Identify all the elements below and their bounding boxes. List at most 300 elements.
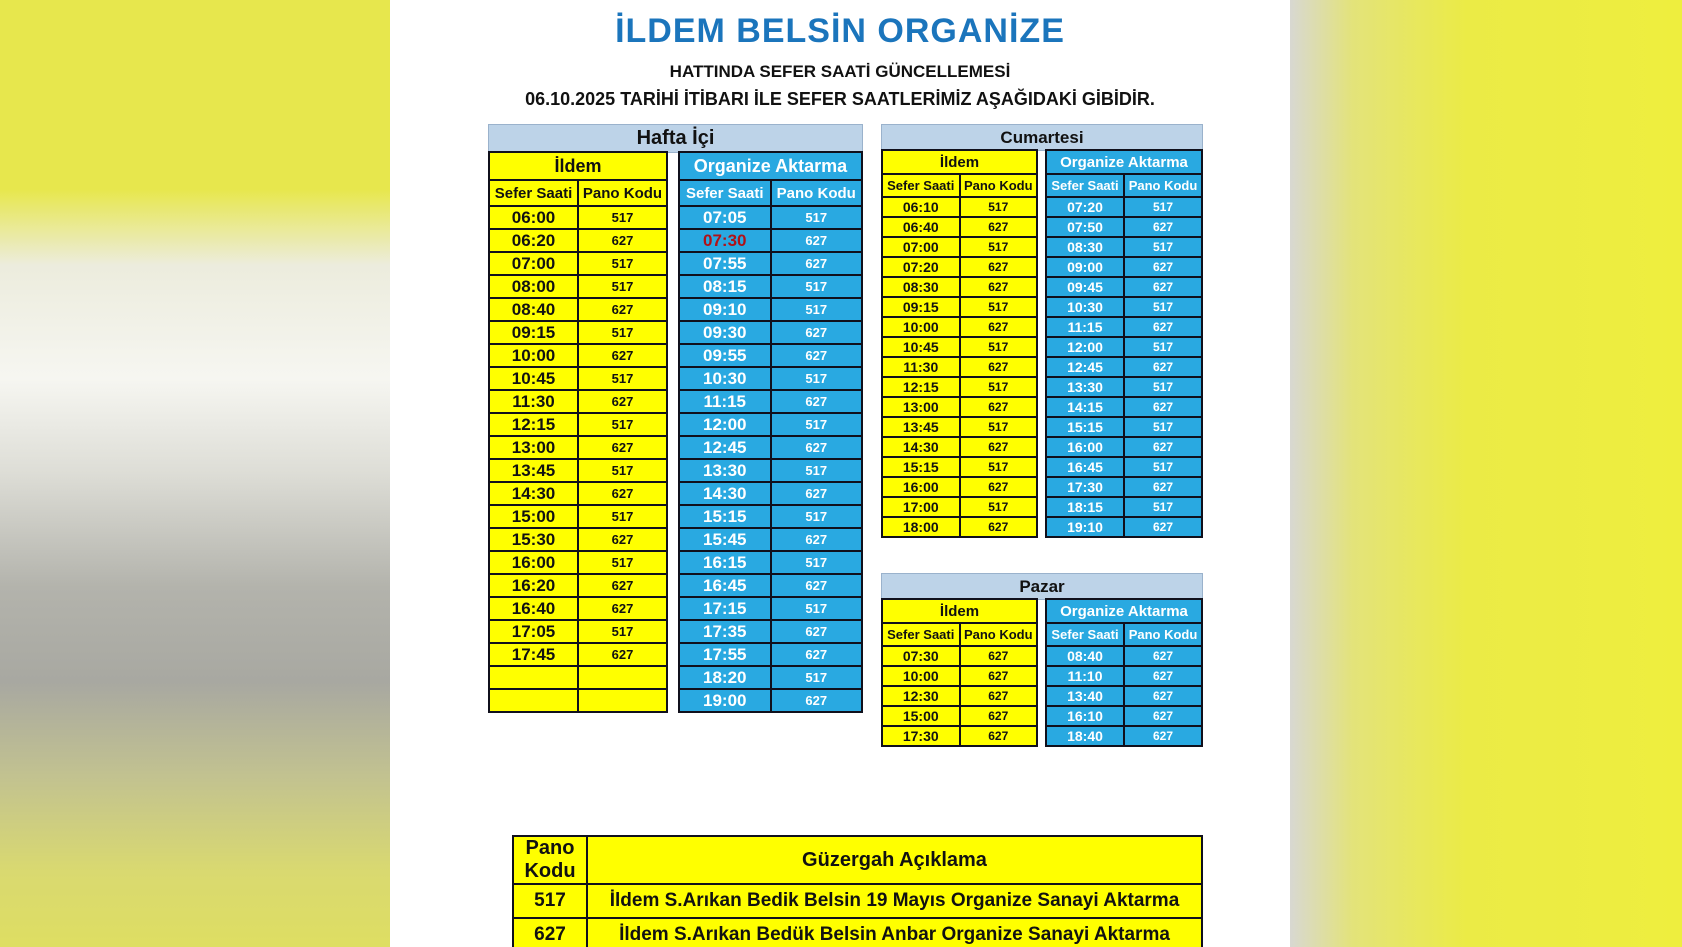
time-cell: 12:45 bbox=[679, 436, 771, 459]
legend-description-cell: İldem S.Arıkan Bedik Belsin 19 Mayıs Organize Sanayi Aktarma bbox=[587, 884, 1202, 918]
schedule-row bbox=[1046, 337, 1202, 357]
schedule-row bbox=[882, 686, 1037, 706]
code-cell: 627 bbox=[771, 620, 863, 643]
time-cell: 08:30 bbox=[882, 277, 960, 297]
schedule-row bbox=[489, 482, 667, 505]
schedule-row bbox=[489, 390, 667, 413]
code-cell: 517 bbox=[1124, 237, 1202, 257]
code-cell: 627 bbox=[1124, 217, 1202, 237]
time-cell: 16:00 bbox=[489, 551, 578, 574]
code-cell: 627 bbox=[771, 482, 863, 505]
time-cell: 10:00 bbox=[489, 344, 578, 367]
subtable-title-row bbox=[489, 152, 667, 180]
code-cell: 627 bbox=[960, 397, 1038, 417]
time-cell: 11:30 bbox=[489, 390, 578, 413]
weekday-organize-table bbox=[678, 151, 863, 713]
code-cell: 627 bbox=[960, 277, 1038, 297]
code-cell: 517 bbox=[960, 337, 1038, 357]
schedule-row bbox=[489, 551, 667, 574]
time-cell: 16:00 bbox=[1046, 437, 1124, 457]
time-cell: 16:10 bbox=[1046, 706, 1124, 726]
time-cell: 17:55 bbox=[679, 643, 771, 666]
time-cell: 10:30 bbox=[1046, 297, 1124, 317]
schedule-row bbox=[882, 706, 1037, 726]
code-cell: 627 bbox=[578, 574, 667, 597]
schedule-row bbox=[1046, 457, 1202, 477]
schedule-row bbox=[1046, 197, 1202, 217]
time-cell: 09:45 bbox=[1046, 277, 1124, 297]
schedule-row bbox=[1046, 477, 1202, 497]
time-cell: 13:45 bbox=[489, 459, 578, 482]
code-cell: 627 bbox=[960, 726, 1038, 746]
poster-page bbox=[390, 0, 1290, 947]
schedule-row bbox=[489, 206, 667, 229]
subtable-title: Organize Aktarma bbox=[679, 152, 862, 180]
legend-header-guzergah: Güzergah Açıklama bbox=[587, 836, 1202, 884]
time-cell: 18:15 bbox=[1046, 497, 1124, 517]
subtable-title: Organize Aktarma bbox=[1046, 599, 1202, 623]
schedule-row bbox=[882, 437, 1037, 457]
schedule-row bbox=[1046, 517, 1202, 537]
time-cell: 14:30 bbox=[882, 437, 960, 457]
code-cell: 517 bbox=[771, 275, 863, 298]
schedule-row bbox=[882, 217, 1037, 237]
legend-code-cell: 627 bbox=[513, 918, 587, 947]
schedule-row bbox=[1046, 497, 1202, 517]
time-cell: 08:40 bbox=[489, 298, 578, 321]
time-cell: 13:30 bbox=[1046, 377, 1124, 397]
code-cell: 517 bbox=[960, 457, 1038, 477]
pano-kodu-legend-table bbox=[512, 835, 1203, 947]
schedule-row bbox=[679, 344, 862, 367]
column-header-row bbox=[679, 180, 862, 206]
code-cell: 517 bbox=[771, 505, 863, 528]
schedule-row bbox=[489, 689, 667, 712]
section-saturday bbox=[881, 124, 1203, 535]
schedule-row bbox=[679, 206, 862, 229]
weekday-ildem-table bbox=[488, 151, 668, 713]
schedule-row bbox=[1046, 277, 1202, 297]
column-header-row bbox=[1046, 174, 1202, 197]
time-cell: 11:30 bbox=[882, 357, 960, 377]
schedule-row bbox=[679, 666, 862, 689]
time-cell: 17:30 bbox=[882, 726, 960, 746]
subtable-title-row bbox=[1046, 150, 1202, 174]
col-header-sefer-saati: Sefer Saati bbox=[882, 174, 960, 197]
page-subtitle: HATTINDA SEFER SAATİ GÜNCELLEMESİ bbox=[669, 62, 1011, 81]
schedule-row bbox=[489, 321, 667, 344]
col-header-sefer-saati: Sefer Saati bbox=[1046, 174, 1124, 197]
schedule-row bbox=[489, 275, 667, 298]
section-header-saturday: Cumartesi bbox=[881, 124, 1203, 151]
time-cell: 07:20 bbox=[882, 257, 960, 277]
time-cell: 10:00 bbox=[882, 317, 960, 337]
time-cell: 07:05 bbox=[679, 206, 771, 229]
time-cell: 16:40 bbox=[489, 597, 578, 620]
subtable-title-row bbox=[679, 152, 862, 180]
schedule-row bbox=[1046, 646, 1202, 666]
time-cell: 09:30 bbox=[679, 321, 771, 344]
code-cell: 517 bbox=[1124, 377, 1202, 397]
schedule-row bbox=[679, 459, 862, 482]
schedule-row bbox=[679, 436, 862, 459]
legend-header-pano: Pano Kodu bbox=[513, 836, 587, 884]
column-header-row bbox=[1046, 623, 1202, 646]
time-cell: 12:15 bbox=[882, 377, 960, 397]
code-cell: 627 bbox=[578, 344, 667, 367]
time-cell: 10:45 bbox=[882, 337, 960, 357]
schedule-row bbox=[489, 505, 667, 528]
time-cell: 17:05 bbox=[489, 620, 578, 643]
schedule-row bbox=[1046, 237, 1202, 257]
time-cell: 17:15 bbox=[679, 597, 771, 620]
code-cell: 517 bbox=[578, 275, 667, 298]
time-cell: 12:15 bbox=[489, 413, 578, 436]
schedule-row bbox=[679, 574, 862, 597]
schedule-row bbox=[882, 257, 1037, 277]
schedule-row bbox=[882, 197, 1037, 217]
code-cell: 627 bbox=[960, 317, 1038, 337]
code-cell: 627 bbox=[1124, 317, 1202, 337]
time-cell: 08:30 bbox=[1046, 237, 1124, 257]
schedule-row bbox=[1046, 217, 1202, 237]
code-cell: 517 bbox=[771, 597, 863, 620]
schedule-row bbox=[882, 277, 1037, 297]
effective-date-line: 06.10.2025 TARİHİ İTİBARI İLE SEFER SAATLERİMİZ AŞAĞIDAKİ GİBİDİR. bbox=[525, 89, 1155, 109]
code-cell: 627 bbox=[1124, 666, 1202, 686]
schedule-row bbox=[1046, 686, 1202, 706]
time-cell: 13:00 bbox=[489, 436, 578, 459]
code-cell: 627 bbox=[771, 689, 863, 712]
code-cell: 627 bbox=[960, 357, 1038, 377]
schedule-row bbox=[679, 689, 862, 712]
code-cell: 517 bbox=[1124, 197, 1202, 217]
schedule-row bbox=[489, 574, 667, 597]
schedule-row bbox=[489, 643, 667, 666]
schedule-row bbox=[1046, 317, 1202, 337]
code-cell bbox=[578, 666, 667, 689]
schedule-row bbox=[489, 252, 667, 275]
col-header-pano-kodu: Pano Kodu bbox=[771, 180, 863, 206]
schedule-row bbox=[679, 597, 862, 620]
code-cell: 517 bbox=[960, 417, 1038, 437]
schedule-row bbox=[1046, 437, 1202, 457]
code-cell: 517 bbox=[578, 459, 667, 482]
code-cell: 517 bbox=[771, 666, 863, 689]
schedule-row bbox=[1046, 417, 1202, 437]
time-cell: 13:45 bbox=[882, 417, 960, 437]
code-cell: 627 bbox=[578, 643, 667, 666]
code-cell: 517 bbox=[578, 367, 667, 390]
time-cell: 08:00 bbox=[489, 275, 578, 298]
code-cell: 627 bbox=[771, 643, 863, 666]
schedule-row bbox=[679, 275, 862, 298]
schedule-row bbox=[489, 229, 667, 252]
code-cell: 517 bbox=[960, 237, 1038, 257]
legend-description-cell: İldem S.Arıkan Bedük Belsin Anbar Organize Sanayi Aktarma bbox=[587, 918, 1202, 947]
column-header-row bbox=[489, 180, 667, 206]
time-cell: 12:45 bbox=[1046, 357, 1124, 377]
schedule-row bbox=[882, 666, 1037, 686]
time-cell: 16:45 bbox=[679, 574, 771, 597]
code-cell: 517 bbox=[1124, 417, 1202, 437]
schedule-row bbox=[679, 620, 862, 643]
time-cell: 16:45 bbox=[1046, 457, 1124, 477]
code-cell: 517 bbox=[578, 206, 667, 229]
time-cell bbox=[489, 689, 578, 712]
time-cell: 16:15 bbox=[679, 551, 771, 574]
code-cell: 517 bbox=[960, 497, 1038, 517]
schedule-row bbox=[489, 528, 667, 551]
schedule-row bbox=[1046, 357, 1202, 377]
time-cell: 15:15 bbox=[882, 457, 960, 477]
subtable-title-row bbox=[882, 599, 1037, 623]
col-header-sefer-saati: Sefer Saati bbox=[1046, 623, 1124, 646]
time-cell: 06:00 bbox=[489, 206, 578, 229]
code-cell: 627 bbox=[1124, 517, 1202, 537]
code-cell: 627 bbox=[771, 390, 863, 413]
code-cell bbox=[578, 689, 667, 712]
code-cell: 627 bbox=[1124, 686, 1202, 706]
code-cell: 517 bbox=[578, 620, 667, 643]
col-header-pano-kodu: Pano Kodu bbox=[960, 623, 1038, 646]
code-cell: 627 bbox=[771, 528, 863, 551]
schedule-row bbox=[1046, 297, 1202, 317]
time-cell: 08:15 bbox=[679, 275, 771, 298]
section-header-sunday: Pazar bbox=[881, 573, 1203, 600]
schedule-row bbox=[489, 620, 667, 643]
code-cell: 627 bbox=[578, 597, 667, 620]
sunday-organize-table bbox=[1045, 598, 1203, 747]
code-cell: 627 bbox=[960, 517, 1038, 537]
time-cell: 18:40 bbox=[1046, 726, 1124, 746]
code-cell: 517 bbox=[1124, 337, 1202, 357]
time-cell: 14:30 bbox=[679, 482, 771, 505]
schedule-row bbox=[679, 413, 862, 436]
schedule-row bbox=[882, 726, 1037, 746]
schedule-row bbox=[679, 528, 862, 551]
schedule-row bbox=[489, 413, 667, 436]
schedule-row bbox=[679, 390, 862, 413]
schedule-row bbox=[1046, 706, 1202, 726]
code-cell: 627 bbox=[960, 437, 1038, 457]
time-cell: 06:40 bbox=[882, 217, 960, 237]
time-cell: 15:00 bbox=[489, 505, 578, 528]
time-cell: 19:00 bbox=[679, 689, 771, 712]
code-cell: 517 bbox=[771, 551, 863, 574]
code-cell: 627 bbox=[578, 436, 667, 459]
code-cell: 627 bbox=[771, 574, 863, 597]
code-cell: 517 bbox=[771, 413, 863, 436]
code-cell: 627 bbox=[1124, 726, 1202, 746]
time-cell: 13:00 bbox=[882, 397, 960, 417]
schedule-row bbox=[882, 397, 1037, 417]
code-cell: 627 bbox=[771, 321, 863, 344]
time-cell: 15:15 bbox=[679, 505, 771, 528]
col-header-sefer-saati: Sefer Saati bbox=[679, 180, 771, 206]
schedule-row bbox=[1046, 257, 1202, 277]
time-cell: 06:20 bbox=[489, 229, 578, 252]
schedule-row bbox=[1046, 377, 1202, 397]
code-cell: 517 bbox=[771, 367, 863, 390]
background-blur-left bbox=[0, 0, 390, 947]
column-header-row bbox=[882, 623, 1037, 646]
time-cell: 17:00 bbox=[882, 497, 960, 517]
schedule-row bbox=[1046, 397, 1202, 417]
page-title: İLDEM BELSİN ORGANİZE bbox=[615, 12, 1065, 50]
time-cell: 06:10 bbox=[882, 197, 960, 217]
code-cell: 517 bbox=[960, 197, 1038, 217]
schedule-row bbox=[882, 457, 1037, 477]
time-cell: 07:55 bbox=[679, 252, 771, 275]
col-header-sefer-saati: Sefer Saati bbox=[882, 623, 960, 646]
time-cell: 07:30 bbox=[679, 229, 771, 252]
time-cell: 10:00 bbox=[882, 666, 960, 686]
code-cell: 627 bbox=[1124, 357, 1202, 377]
schedule-row bbox=[882, 357, 1037, 377]
schedule-row bbox=[679, 252, 862, 275]
subtable-title: İldem bbox=[882, 150, 1037, 174]
code-cell: 517 bbox=[578, 321, 667, 344]
time-cell: 07:50 bbox=[1046, 217, 1124, 237]
subtable-title-row bbox=[1046, 599, 1202, 623]
schedule-row bbox=[882, 337, 1037, 357]
sunday-ildem-table bbox=[881, 598, 1038, 747]
section-weekday bbox=[488, 124, 863, 710]
code-cell: 517 bbox=[960, 297, 1038, 317]
legend-header-row bbox=[513, 836, 1202, 884]
code-cell: 517 bbox=[1124, 497, 1202, 517]
subtable-title: İldem bbox=[489, 152, 667, 180]
code-cell: 517 bbox=[960, 377, 1038, 397]
time-cell: 11:10 bbox=[1046, 666, 1124, 686]
code-cell: 627 bbox=[960, 646, 1038, 666]
code-cell: 627 bbox=[1124, 397, 1202, 417]
schedule-row bbox=[679, 505, 862, 528]
time-cell: 10:30 bbox=[679, 367, 771, 390]
code-cell: 627 bbox=[960, 477, 1038, 497]
code-cell: 627 bbox=[1124, 706, 1202, 726]
legend-row bbox=[513, 884, 1202, 918]
code-cell: 627 bbox=[578, 229, 667, 252]
time-cell: 09:15 bbox=[489, 321, 578, 344]
schedule-row bbox=[679, 643, 862, 666]
code-cell: 517 bbox=[771, 459, 863, 482]
time-cell: 17:30 bbox=[1046, 477, 1124, 497]
code-cell: 627 bbox=[960, 666, 1038, 686]
time-cell: 15:30 bbox=[489, 528, 578, 551]
time-cell bbox=[489, 666, 578, 689]
time-cell: 15:45 bbox=[679, 528, 771, 551]
time-cell: 09:10 bbox=[679, 298, 771, 321]
time-cell: 10:45 bbox=[489, 367, 578, 390]
code-cell: 627 bbox=[578, 298, 667, 321]
time-cell: 13:40 bbox=[1046, 686, 1124, 706]
schedule-row bbox=[679, 551, 862, 574]
time-cell: 11:15 bbox=[679, 390, 771, 413]
time-cell: 16:00 bbox=[882, 477, 960, 497]
schedule-row bbox=[1046, 726, 1202, 746]
schedule-row bbox=[679, 482, 862, 505]
col-header-sefer-saati: Sefer Saati bbox=[489, 180, 578, 206]
code-cell: 627 bbox=[1124, 257, 1202, 277]
code-cell: 627 bbox=[960, 257, 1038, 277]
code-cell: 627 bbox=[771, 252, 863, 275]
background-blur-right bbox=[1290, 0, 1682, 947]
schedule-row bbox=[489, 367, 667, 390]
time-cell: 14:30 bbox=[489, 482, 578, 505]
time-cell: 07:00 bbox=[882, 237, 960, 257]
section-sunday bbox=[881, 573, 1203, 744]
code-cell: 517 bbox=[578, 252, 667, 275]
time-cell: 09:55 bbox=[679, 344, 771, 367]
code-cell: 627 bbox=[578, 390, 667, 413]
schedule-row bbox=[679, 367, 862, 390]
schedule-row bbox=[882, 497, 1037, 517]
col-header-pano-kodu: Pano Kodu bbox=[578, 180, 667, 206]
schedule-row bbox=[1046, 666, 1202, 686]
code-cell: 627 bbox=[1124, 277, 1202, 297]
time-cell: 17:45 bbox=[489, 643, 578, 666]
col-header-pano-kodu: Pano Kodu bbox=[1124, 174, 1202, 197]
column-header-row bbox=[882, 174, 1037, 197]
time-cell: 15:00 bbox=[882, 706, 960, 726]
time-cell: 09:15 bbox=[882, 297, 960, 317]
schedule-row bbox=[882, 417, 1037, 437]
code-cell: 627 bbox=[1124, 646, 1202, 666]
code-cell: 627 bbox=[1124, 477, 1202, 497]
time-cell: 07:20 bbox=[1046, 197, 1124, 217]
schedule-row bbox=[882, 477, 1037, 497]
saturday-ildem-table bbox=[881, 149, 1038, 538]
schedule-row bbox=[489, 436, 667, 459]
schedule-row bbox=[679, 229, 862, 252]
time-cell: 07:00 bbox=[489, 252, 578, 275]
time-cell: 15:15 bbox=[1046, 417, 1124, 437]
code-cell: 627 bbox=[578, 482, 667, 505]
schedule-row bbox=[489, 666, 667, 689]
code-cell: 627 bbox=[1124, 437, 1202, 457]
code-cell: 627 bbox=[960, 706, 1038, 726]
subtable-title-row bbox=[882, 150, 1037, 174]
schedule-row bbox=[882, 517, 1037, 537]
saturday-organize-table bbox=[1045, 149, 1203, 538]
schedule-row bbox=[489, 298, 667, 321]
code-cell: 517 bbox=[578, 413, 667, 436]
schedule-row bbox=[679, 298, 862, 321]
schedule-row bbox=[679, 321, 862, 344]
schedule-row bbox=[489, 344, 667, 367]
code-cell: 517 bbox=[1124, 457, 1202, 477]
time-cell: 09:00 bbox=[1046, 257, 1124, 277]
subtable-title: Organize Aktarma bbox=[1046, 150, 1202, 174]
code-cell: 627 bbox=[578, 528, 667, 551]
col-header-pano-kodu: Pano Kodu bbox=[1124, 623, 1202, 646]
time-cell: 18:00 bbox=[882, 517, 960, 537]
time-cell: 08:40 bbox=[1046, 646, 1124, 666]
schedule-row bbox=[882, 377, 1037, 397]
time-cell: 17:35 bbox=[679, 620, 771, 643]
schedule-row bbox=[882, 297, 1037, 317]
time-cell: 13:30 bbox=[679, 459, 771, 482]
schedule-row bbox=[882, 237, 1037, 257]
code-cell: 627 bbox=[960, 217, 1038, 237]
schedule-row bbox=[489, 597, 667, 620]
code-cell: 627 bbox=[771, 344, 863, 367]
time-cell: 11:15 bbox=[1046, 317, 1124, 337]
schedule-row bbox=[882, 646, 1037, 666]
time-cell: 18:20 bbox=[679, 666, 771, 689]
